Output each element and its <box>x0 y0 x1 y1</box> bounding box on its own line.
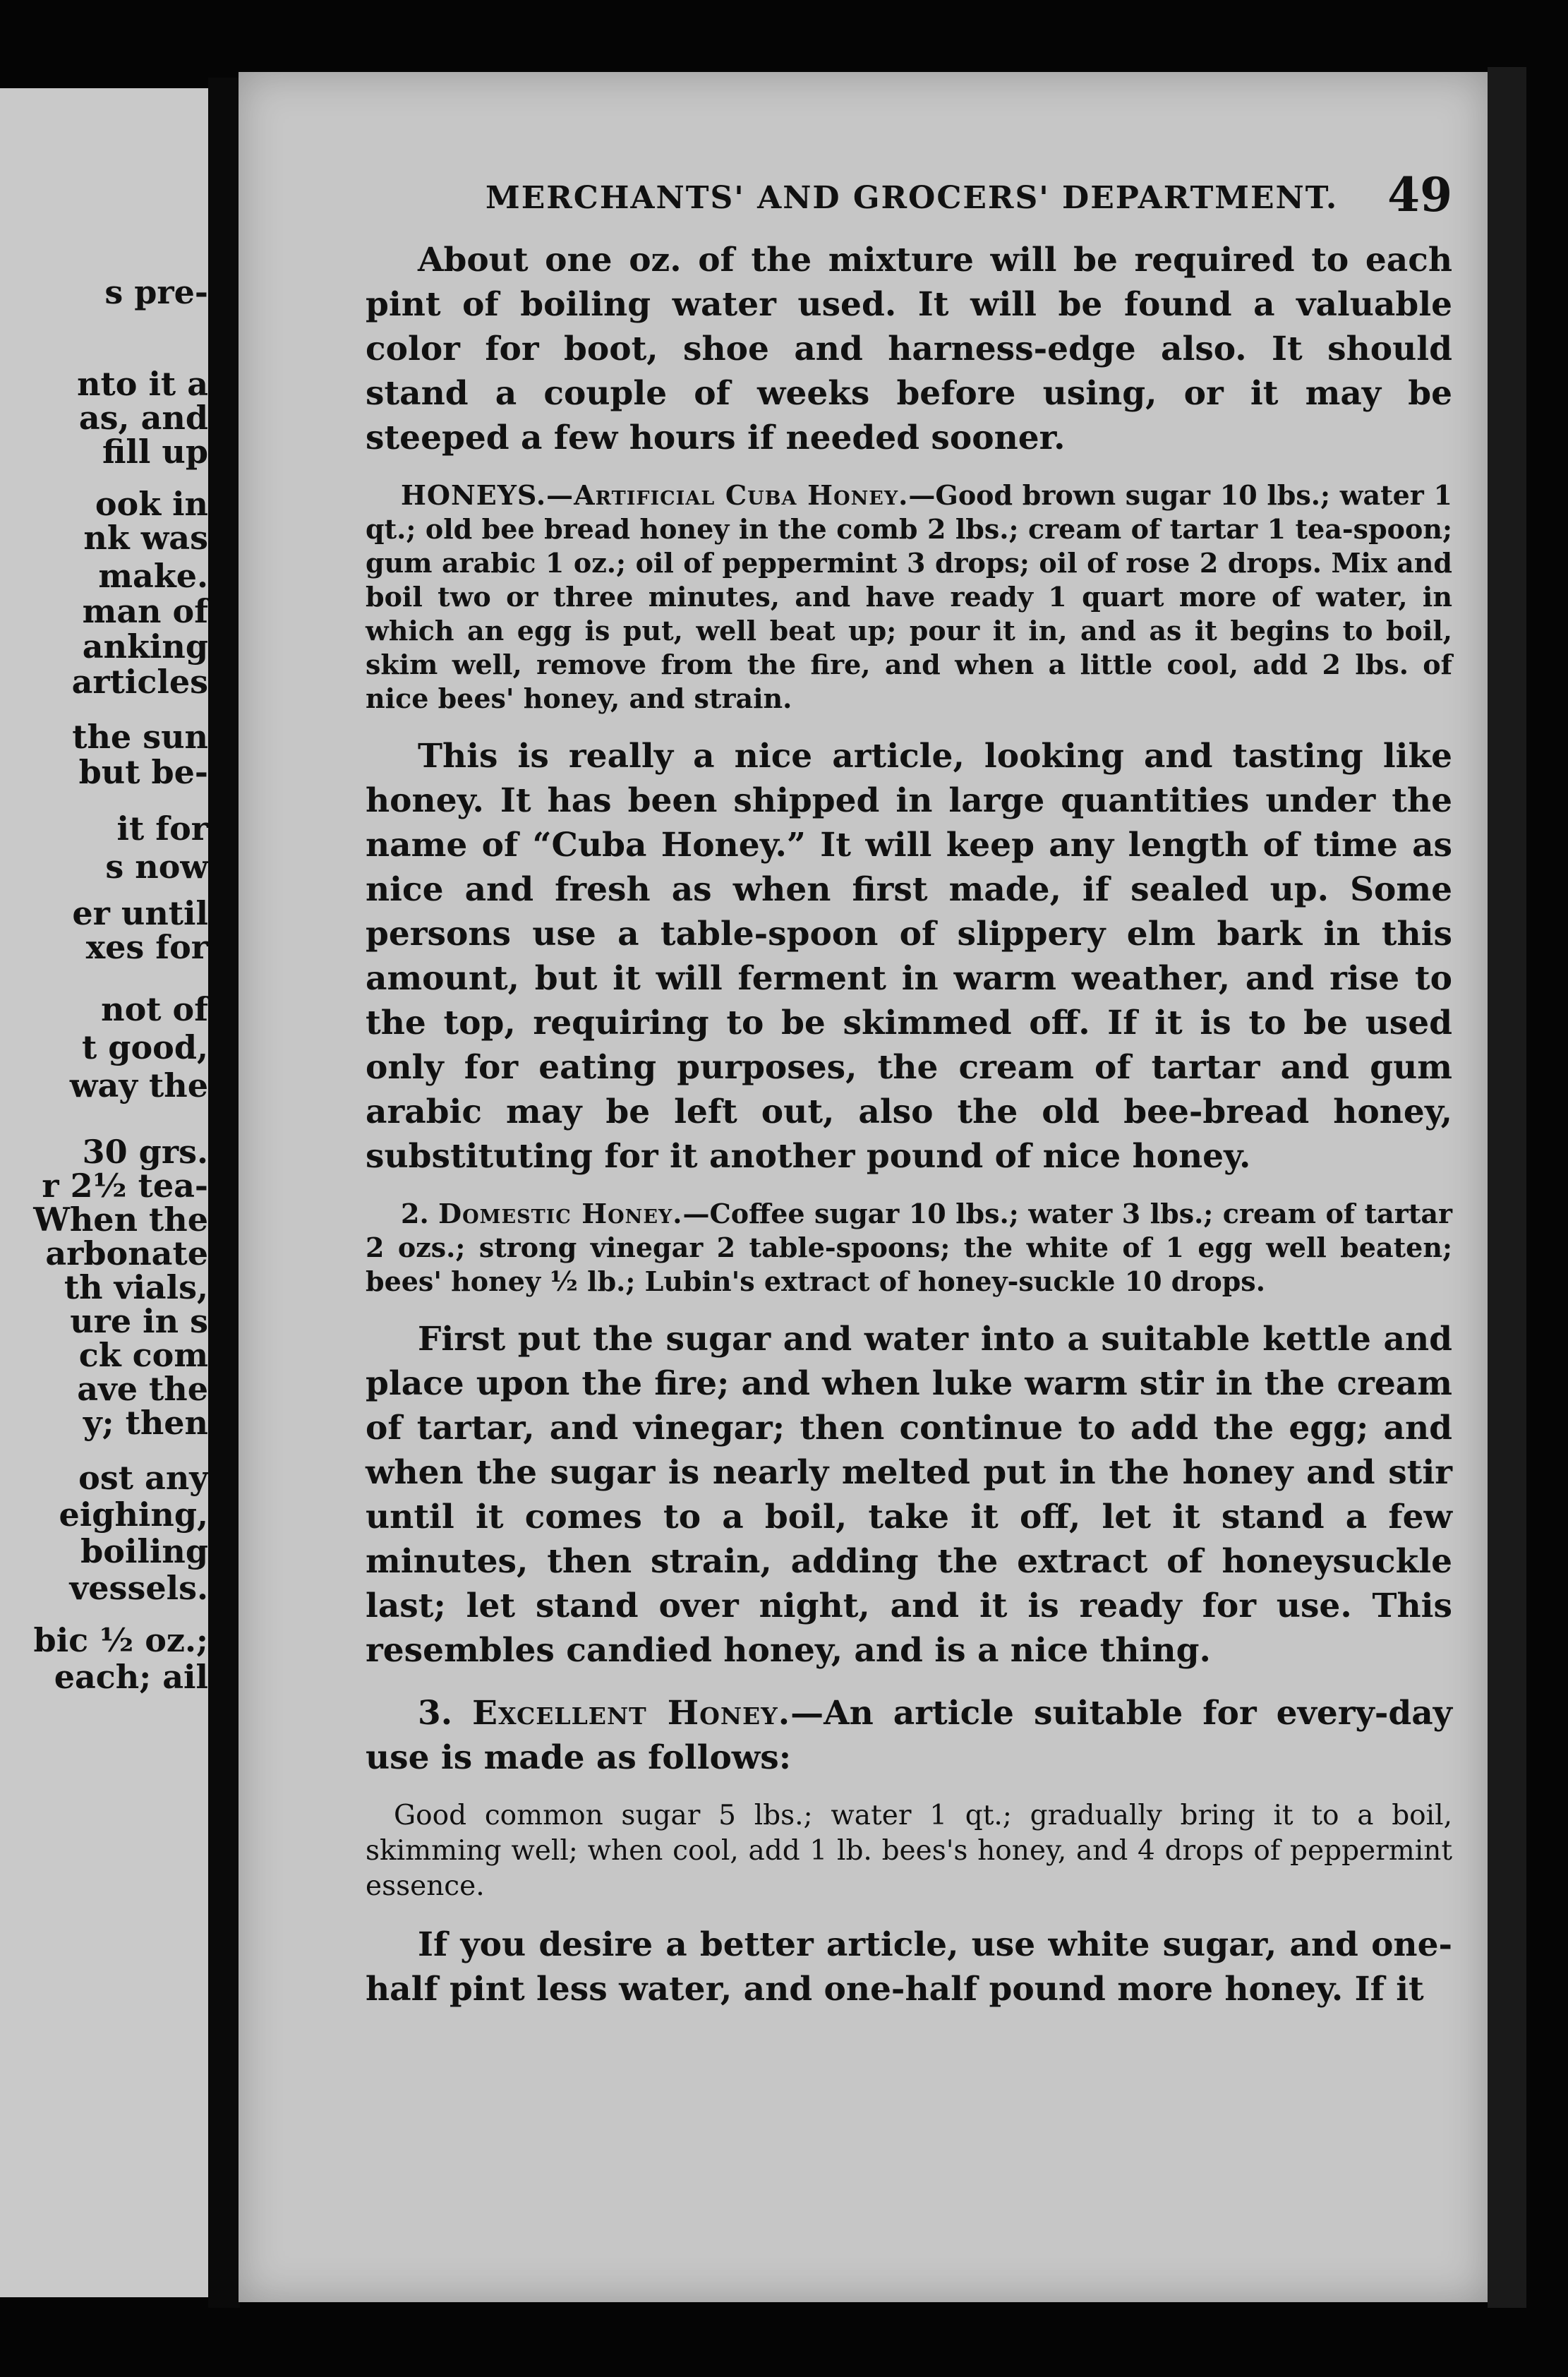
left-page-line: articles <box>71 663 208 701</box>
recipe-domestic-honey <box>366 1197 1452 1299</box>
page-right-edge <box>1488 67 1526 2308</box>
left-page-line: r 2½ tea- <box>42 1167 208 1205</box>
recipe-detail-excellent-honey: Good common sugar 5 lbs.; water 1 qt.; gradually bring it to a boil, skimming well; when cool, add 1 lb. bees's honey, and 4 drops of peppermint essence. <box>366 1800 1452 1902</box>
main-page <box>239 72 1488 2302</box>
left-page-line: th vials, <box>64 1268 208 1306</box>
left-page-line: ure in s <box>70 1302 208 1340</box>
left-page-line: arbonate <box>45 1234 208 1272</box>
left-page-line: man of <box>82 592 208 630</box>
left-page-line: boiling <box>80 1532 208 1570</box>
recipe-text-domestic-honey: —Coffee sugar 10 lbs.; water 3 lbs.; cream of tartar 2 ozs.; strong vinegar 2 table-spoons; the white of 1 egg well beaten; bees' honey ½ lb.; Lubin's extract of honey-suckle 10 drops. <box>366 1198 1452 1297</box>
recipe-label-cuba-honey: —Artificial Cuba Honey. <box>546 479 909 511</box>
left-page-line: way the <box>69 1066 208 1105</box>
left-page-line: eighing, <box>59 1496 208 1534</box>
running-title: MERCHANTS' AND GROCERS' DEPARTMENT. <box>486 180 1339 216</box>
left-page-line: each; ail <box>54 1658 208 1696</box>
left-page-line: the sun <box>72 718 208 756</box>
left-page-line: 30 grs. <box>82 1133 208 1171</box>
running-head <box>366 167 1452 224</box>
left-page-line: er until <box>72 894 208 932</box>
paragraph-cuba-notes: This is really a nice article, looking and tasting like honey. It has been shipped in large quantities under the name of “Cuba Honey.” It will keep any length of time as nice and fresh as when first made, if sealed up. Some persons use a table-spoon of slippery elm bark in this amount, but it will ferment in warm weather, and rise to the top, requiring to be skimmed off. If it is to be used only for eating purposes, the cream of tartar and gum arabic may be left out, also the old bee-bread honey, substituting for it another pound of nice honey. <box>366 737 1452 1176</box>
left-page-line: t good, <box>82 1028 208 1066</box>
left-page-line: ck com <box>78 1336 208 1374</box>
paragraph-boot-color: About one oz. of the mixture will be required to each pint of boiling water used. It will be found a valuable color for boot, shoe and harness-edge also. It should stand a couple of weeks before using, or it may be steeped a few hours if needed sooner. <box>366 241 1452 457</box>
left-page-line: nto it a <box>77 365 208 403</box>
recipe-text-excellent-honey: —An article suitable for every-day use is made as follows: <box>366 1694 1452 1777</box>
left-page-line: s now <box>105 848 208 886</box>
left-facing-page <box>0 88 208 2297</box>
book-gutter <box>208 78 240 2308</box>
left-page-line: bic ½ oz.; <box>33 1621 208 1659</box>
recipe-label-domestic-honey: Domestic Honey. <box>438 1198 683 1229</box>
left-page-line: make. <box>98 557 208 595</box>
left-page-line: but be- <box>78 753 208 791</box>
recipe-excellent-honey <box>366 1691 1452 1780</box>
page-number: 49 <box>1387 167 1452 222</box>
left-page-line: anking <box>82 627 208 666</box>
left-page-line: it for <box>116 810 208 848</box>
left-page-line: as, and <box>78 399 208 437</box>
left-page-line: fill up <box>102 433 208 471</box>
recipe-cuba-honey <box>366 479 1452 716</box>
left-page-line: ook in <box>95 485 208 523</box>
recipe-number-3: 3. <box>418 1694 453 1733</box>
left-page-line: xes for <box>85 928 208 966</box>
left-page-line: nk was <box>83 519 208 557</box>
left-page-line: not of <box>101 990 208 1028</box>
paragraph-better-article: If you desire a better article, use white sugar, and one-half pint less water, and one-half pound more honey. If it <box>366 1925 1452 2009</box>
recipe-text-cuba-honey: —Good brown sugar 10 lbs.; water 1 qt.; old bee bread honey in the comb 2 lbs.; cream of tartar 1 tea-spoon; gum arabic 1 oz.; oil of peppermint 3 drops; oil of rose 2 drops. Mix and boil two or three minutes, and have ready 1 quart more of water, in which an egg is put, well beat up; pour it in, and as it begins to boil, skim well, remove from the fire, and when a little cool, add 2 lbs. of nice bees' honey, and strain. <box>366 479 1452 714</box>
text-column <box>366 167 1452 2030</box>
left-page-line: ost any <box>78 1459 208 1497</box>
left-page-line: When the <box>33 1200 208 1239</box>
left-page-line: s pre- <box>104 273 208 311</box>
section-heading-honeys: HONEYS. <box>401 479 547 511</box>
left-page-line: y; then <box>83 1404 208 1442</box>
left-page-line: ave the <box>77 1370 208 1408</box>
recipe-label-excellent-honey: Excellent Honey. <box>472 1694 791 1733</box>
recipe-number-2: 2. <box>401 1198 429 1229</box>
left-page-line: vessels. <box>69 1569 208 1607</box>
paragraph-domestic-method: First put the sugar and water into a suitable kettle and place upon the fire; and when luke warm stir in the cream of tartar, and vinegar; then continue to add the egg; and when the sugar is nearly melted put in the honey and stir until it comes to a boil, take it off, let it stand a few minutes, then strain, adding the extract of honeysuckle last; let stand over night, and it is ready for use. This resembles candied honey, and is a nice thing. <box>366 1320 1452 1670</box>
